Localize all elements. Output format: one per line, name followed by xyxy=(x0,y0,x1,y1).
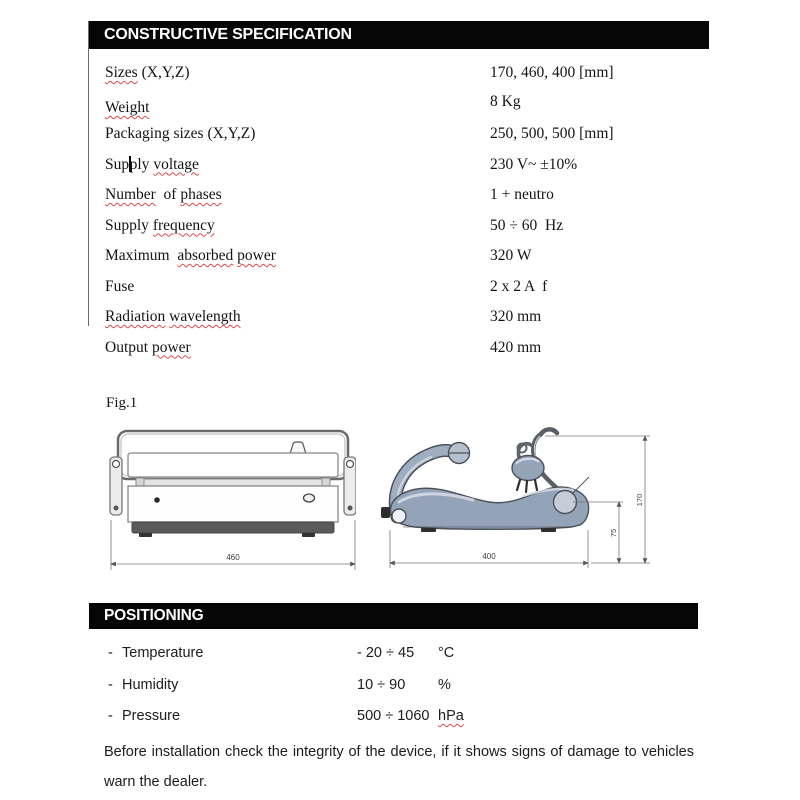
spec-row xyxy=(105,247,709,278)
side-view-drawing xyxy=(373,420,673,580)
positioning-label: Temperature xyxy=(122,645,204,661)
spec-label-word-misspelled: power xyxy=(151,338,191,356)
positioning-table xyxy=(108,645,688,740)
screw xyxy=(154,497,160,503)
positioning-row xyxy=(108,677,688,709)
positioning-row xyxy=(108,708,688,740)
device-base xyxy=(132,522,334,533)
spec-label-word: Maximum xyxy=(105,247,178,264)
front-view-drawing xyxy=(106,424,356,574)
positioning-value: - 20 ÷ 45 xyxy=(357,645,415,661)
positioning-value: 10 ÷ 90 xyxy=(357,676,406,693)
spec-label-word-misspelled: Radiation xyxy=(105,308,166,325)
spec-row xyxy=(105,156,709,187)
spec-row xyxy=(105,186,709,217)
positioning-label: Pressure xyxy=(122,708,181,724)
side-length-dimension-label: 400 xyxy=(482,552,496,561)
spec-value: 50 ÷ 60 Hz xyxy=(490,216,564,234)
spec-label xyxy=(105,278,490,309)
spec-label-word-misspelled: absorbed xyxy=(177,247,234,264)
spec-label-word: (X,Y,Z) xyxy=(137,64,190,81)
spec-label xyxy=(105,99,490,125)
spec-label xyxy=(105,339,490,370)
positioning-value: 500 ÷ 1060 xyxy=(357,708,430,724)
left-table-border xyxy=(88,21,89,326)
spec-label-word: ply xyxy=(129,155,154,173)
spec-row xyxy=(105,308,709,339)
positioning-label-group xyxy=(108,708,357,724)
spec-label-word: Sup xyxy=(105,155,130,173)
side-view-device xyxy=(381,429,589,532)
spec-row xyxy=(105,278,709,309)
figure-caption: Fig.1 xyxy=(106,395,138,411)
front-view-device xyxy=(110,431,356,537)
spec-row xyxy=(105,93,709,125)
bullet-dash: - xyxy=(108,708,113,724)
spec-value: 230 V~ ±10% xyxy=(490,155,578,173)
side-partial-height-dimension-label: 75 xyxy=(609,528,618,538)
pivot xyxy=(392,509,406,523)
positioning-label: Humidity xyxy=(122,676,179,693)
spec-section-header xyxy=(89,21,709,49)
spec-value: 250, 500, 500 [mm] xyxy=(490,125,614,142)
spec-row xyxy=(105,125,709,156)
positioning-row xyxy=(108,645,688,677)
spec-label-word-misspelled: Weight xyxy=(105,99,150,116)
lid-latch xyxy=(290,442,306,454)
spec-value: 1 + neutro xyxy=(490,186,554,203)
spec-label xyxy=(105,308,490,339)
positioning-label-group xyxy=(108,677,357,693)
side-height-dimension-label: 170 xyxy=(635,493,644,507)
spec-label xyxy=(105,186,490,217)
positioning-unit: hPa xyxy=(438,708,464,724)
installation-note: Before installation check the integrity of the device, if it shows signs of damage to vehicles warn the dealer. xyxy=(104,744,694,790)
spec-label xyxy=(105,217,490,248)
spec-label-word-misspelled: Number xyxy=(105,186,156,203)
spec-label-word: Output xyxy=(105,338,152,356)
spec-row xyxy=(105,339,709,370)
spec-label-word-misspelled: Sizes xyxy=(105,64,138,81)
spec-value: 320 W xyxy=(490,247,532,264)
spec-label-word-misspelled: power xyxy=(237,247,276,264)
spec-value: 320 mm xyxy=(490,308,542,325)
spec-label xyxy=(105,156,490,187)
spec-value: 2 x 2 A f xyxy=(490,277,548,295)
spec-row xyxy=(105,217,709,248)
spec-label xyxy=(105,247,490,278)
bullet-dash: - xyxy=(108,645,113,661)
positioning-section-title: POSITIONING xyxy=(104,607,204,624)
spec-label xyxy=(105,125,490,156)
positioning-label-group xyxy=(108,645,357,661)
spec-section-title: CONSTRUCTIVE SPECIFICATION xyxy=(104,26,352,43)
sealing-bar xyxy=(144,479,322,486)
spec-label-word: Fuse xyxy=(105,277,135,295)
spec-label-word-misspelled: frequency xyxy=(152,216,215,234)
spec-label-word-misspelled: phases xyxy=(180,186,222,203)
spec-table xyxy=(105,64,709,369)
spec-label-word-misspelled: wavelength xyxy=(169,308,241,325)
device-lid xyxy=(128,453,338,477)
spec-value: 420 mm xyxy=(490,338,542,356)
spec-label-word: of xyxy=(155,186,181,203)
device-body xyxy=(128,486,338,522)
spec-value: 8 Kg xyxy=(490,93,521,110)
spec-label-word-misspelled: voltage xyxy=(153,155,199,173)
positioning-unit: % xyxy=(438,676,451,693)
positioning-section-header xyxy=(89,603,698,629)
spec-label-word: Supply xyxy=(105,216,153,234)
knob-front xyxy=(304,494,315,502)
spec-label-word: Packaging sizes (X,Y,Z) xyxy=(105,125,256,142)
positioning-unit: °C xyxy=(438,645,455,661)
spec-value: 170, 460, 400 [mm] xyxy=(490,64,614,81)
spec-label xyxy=(105,64,490,99)
spec-row xyxy=(105,64,709,99)
front-width-dimension-label: 460 xyxy=(226,553,240,562)
bullet-dash: - xyxy=(108,676,113,693)
